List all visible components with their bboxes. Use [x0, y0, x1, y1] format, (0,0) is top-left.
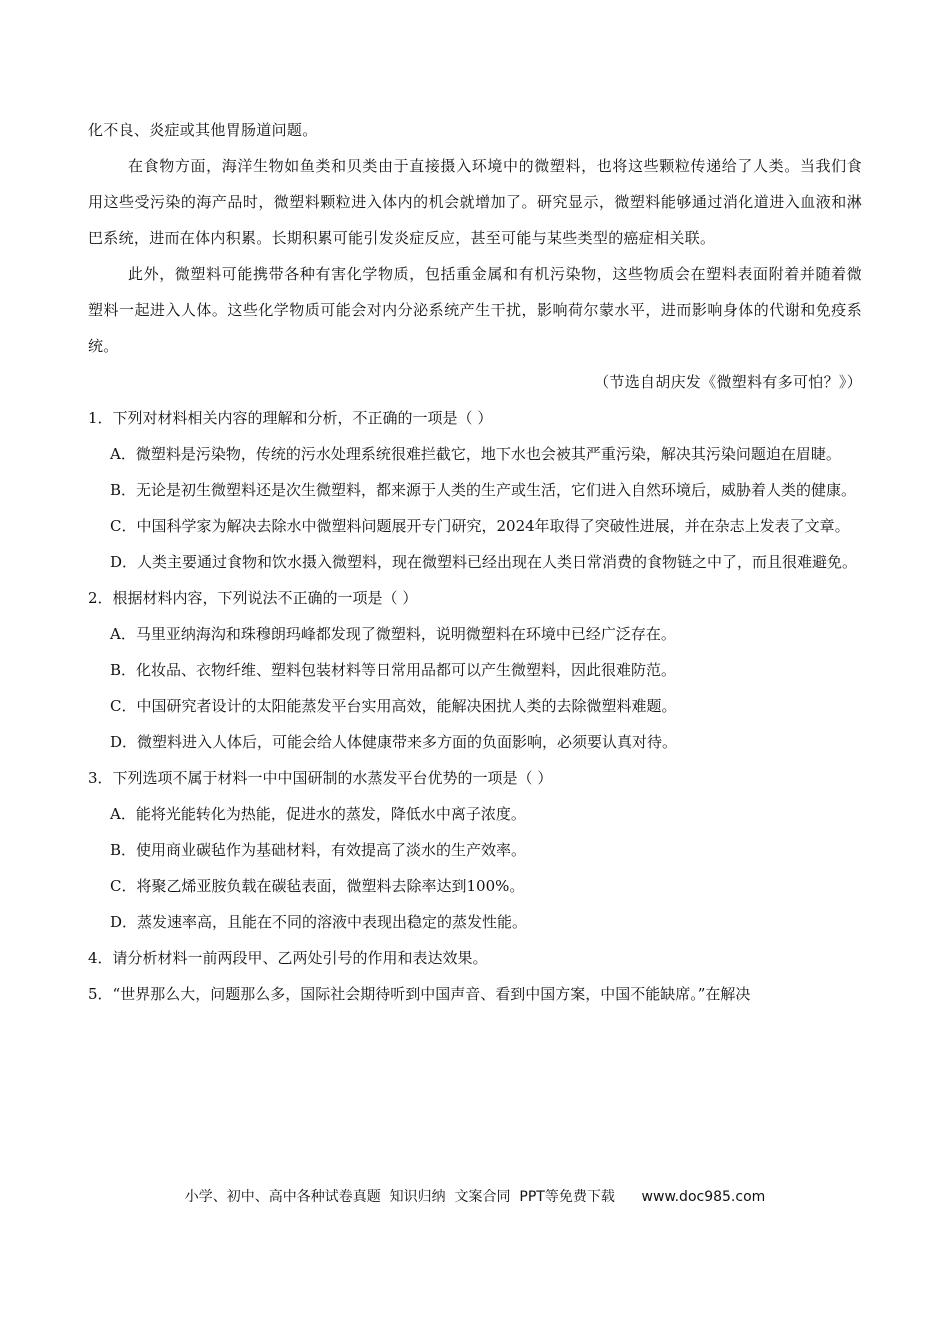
- question-stem: 4．请分析材料一前两段甲、乙两处引号的作用和表达效果。: [88, 949, 488, 967]
- page-footer: 小学、初中、高中各种试卷真题 知识归纳 文案合同 PPT等免费下载 www.doc985.com: [184, 1189, 766, 1205]
- option-a: A．马里亚纳海沟和珠穆朗玛峰都发现了微塑料，说明微塑料在环境中已经广泛存在。: [110, 625, 676, 643]
- option-b: B．使用商业碳毡作为基础材料，有效提高了淡水的生产效率。: [110, 841, 527, 859]
- passage-source: （节选自胡庆发《微塑料有多可怕？》）: [594, 373, 862, 391]
- question-2: [88, 580, 862, 760]
- question-1: [88, 400, 862, 580]
- question-stem: 1．下列对材料相关内容的理解和分析，不正确的一项是（ ）: [88, 409, 493, 427]
- option-c: C．将聚乙烯亚胺负载在碳毡表面，微塑料去除率达到100%。: [110, 877, 525, 895]
- question-4: [88, 940, 862, 976]
- option-a: A．能将光能转化为热能，促进水的蒸发，降低水中离子浓度。: [110, 805, 526, 823]
- question-stem: 3．下列选项不属于材料一中中国研制的水蒸发平台优势的一项是（ ）: [88, 769, 553, 787]
- option-d: D．蒸发速率高，且能在不同的溶液中表现出稳定的蒸发性能。: [110, 913, 528, 931]
- question-3: [88, 760, 862, 940]
- passage-paragraph-continued: 化不良、炎症或其他胃肠道问题。: [88, 121, 318, 139]
- option-d: D．人类主要通过食物和饮水摄入微塑料，现在微塑料已经出现在人类日常消费的食物链之中了，而且很难避免。: [110, 553, 858, 571]
- option-b: B．无论是初生微塑料还是次生微塑料，都来源于人类的生产或生活，它们进入自然环境后，威胁着人类的健康。: [110, 481, 857, 499]
- question-stem: 2．根据材料内容，下列说法不正确的一项是（ ）: [88, 589, 418, 607]
- option-a: A．微塑料是污染物，传统的污水处理系统很难拦截它，地下水也会被其严重污染，解决其污染问题迫在眉睫。: [110, 445, 841, 463]
- document-body: [88, 112, 862, 1012]
- passage-paragraph-chemicals: 此外，微塑料可能携带各种有害化学物质，包括重金属和有机污染物，这些物质会在塑料表面附着并随着微塑料一起进入人体。这些化学物质可能会对内分泌系统产生干扰，影响荷尔蒙水平，进而影响身体的代谢和免疫系统。: [88, 265, 862, 355]
- option-b: B．化妆品、衣物纤维、塑料包装材料等日常用品都可以产生微塑料，因此很难防范。: [110, 661, 677, 679]
- passage-paragraph-food: 在食物方面，海洋生物如鱼类和贝类由于直接摄入环境中的微塑料，也将这些颗粒传递给了人类。当我们食用这些受污染的海产品时，微塑料颗粒进入体内的机会就增加了。研究显示，微塑料能够通过消化道进入血液和淋巴系统，进而在体内积累。长期积累可能引发炎症反应，甚至可能与某些类型的癌症相关联。: [88, 157, 862, 247]
- question-5: [88, 976, 862, 1012]
- option-c: C．中国研究者设计的太阳能蒸发平台实用高效，能解决困扰人类的去除微塑料难题。: [110, 697, 677, 715]
- option-d: D．微塑料进入人体后，可能会给人体健康带来多方面的负面影响，必须要认真对待。: [110, 733, 678, 751]
- question-stem: 5．“世界那么大，问题那么多，国际社会期待听到中国声音、看到中国方案，中国不能缺席。”在解决: [88, 985, 751, 1003]
- option-c: C．中国科学家为解决去除水中微塑料问题展开专门研究，2024年取得了突破性进展，并在杂志上发表了文章。: [110, 517, 850, 535]
